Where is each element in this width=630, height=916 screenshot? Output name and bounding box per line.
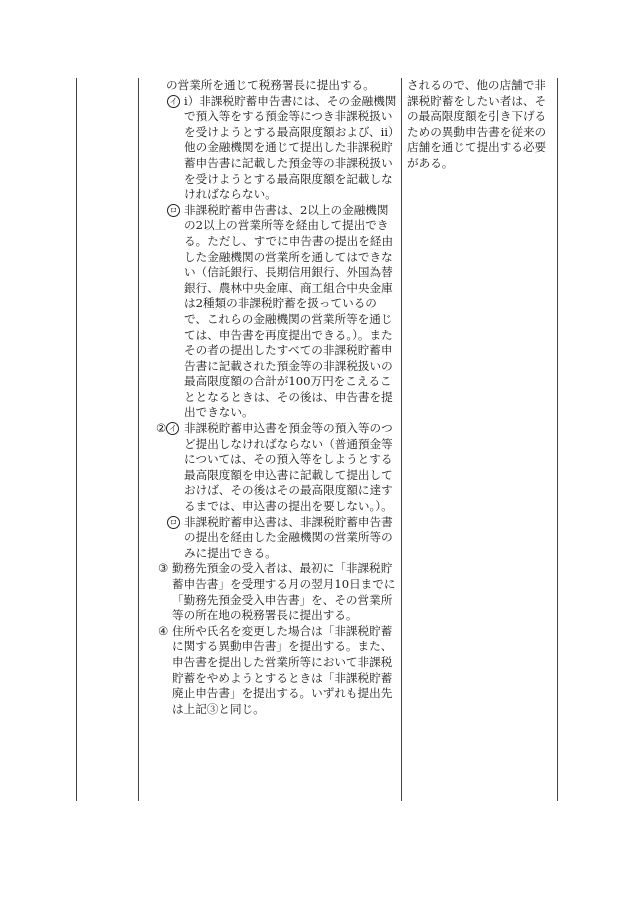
lead-text: の営業所を通じて税務署長に提出する。: [166, 78, 375, 92]
item-2-ro: [144, 515, 398, 562]
item-3: [144, 561, 398, 623]
item-2-ro-text: 非課税貯蓄申込書は、非課税貯蓄申告書の提出を経由した金融機関の営業所等のみに提出できる。: [184, 514, 393, 560]
main-column: [144, 78, 398, 717]
item-4-number: ④: [158, 623, 169, 638]
circled-ro-mark: ロ: [167, 204, 180, 217]
item-1-ro: [144, 203, 398, 421]
right-column-text: されるので、他の店舗で非課税貯蓄をしたい者は、その最高限度額を引き下げるための異動申告書を従来の店舗を通じて提出する必要がある。: [407, 78, 547, 170]
lead-line: [144, 78, 398, 94]
item-1-i: [144, 94, 398, 203]
circled-ro-mark: ロ: [167, 516, 180, 529]
item-4: [144, 624, 398, 718]
item-1-ro-text: 非課税貯蓄申告書は、2以上の金融機関の2以上の営業所等を経由して提出できる。ただし、すでに申告書の提出を経由した金融機関の営業所を通してはできない（信託銀行、長期信用銀行、外国為替銀行、農林中央金庫、商工組合中央金庫は2種類の非課税貯蓄を扱っているので、これらの金融機関の営業所等を通じては、申告書を再度提出できる。）。またその者の提出したすべての非課税貯蓄申告書に記載された預金等の非課税扱いの最高限度額の合計が100万円をこえることとなるときは、その後は、申告書を提出できない。: [184, 202, 394, 420]
item-2-number: ②: [156, 421, 167, 436]
table-border-col1: [138, 78, 139, 801]
table-border-right: [557, 78, 558, 801]
circled-i-mark: イ: [167, 95, 180, 108]
item-2-i: [144, 421, 398, 515]
right-column: [407, 78, 553, 172]
item-3-text: 勤務先預金の受入者は、最初に「非課税貯蓄申告書」を受理する月の翌月10日までに「勤務先預金受入申告書」を、その営業所等の所在地の税務署長に提出する。: [172, 561, 396, 623]
circled-i-mark: イ: [166, 422, 179, 435]
item-4-text: 住所や氏名を変更した場合は「非課税貯蓄に関する異動申告書」を提出する。また、申告書を提出した営業所等において非課税貯蓄をやめようとするときは「非課税貯蓄廃止申告書」を提出する。いずれも提出先は上記③と同じ。: [172, 623, 393, 716]
table-border-col2: [401, 78, 402, 801]
item-3-number: ③: [158, 561, 169, 576]
item-2-i-text: 非課税貯蓄申込書を預金等の預入等のつど提出しなければならない（普通預金等については、その預入等をしようとする最高限度額を申込書に記載して提出しておけば、その後はその最高限度額に達するまでは、申込書の提出を要しない。）。: [184, 421, 393, 514]
table-border-left: [76, 78, 77, 801]
item-1-i-text: ⅰ）非課税貯蓄申告書には、その金融機関で預入等をする預金等につき非課税扱いを受けようとする最高限度額および、ⅱ）他の金融機関を通じて提出した非課税貯蓄申告書に記載した預金等の非課税扱いを受けようとする最高限度額を記載しなければならない。: [184, 93, 397, 202]
